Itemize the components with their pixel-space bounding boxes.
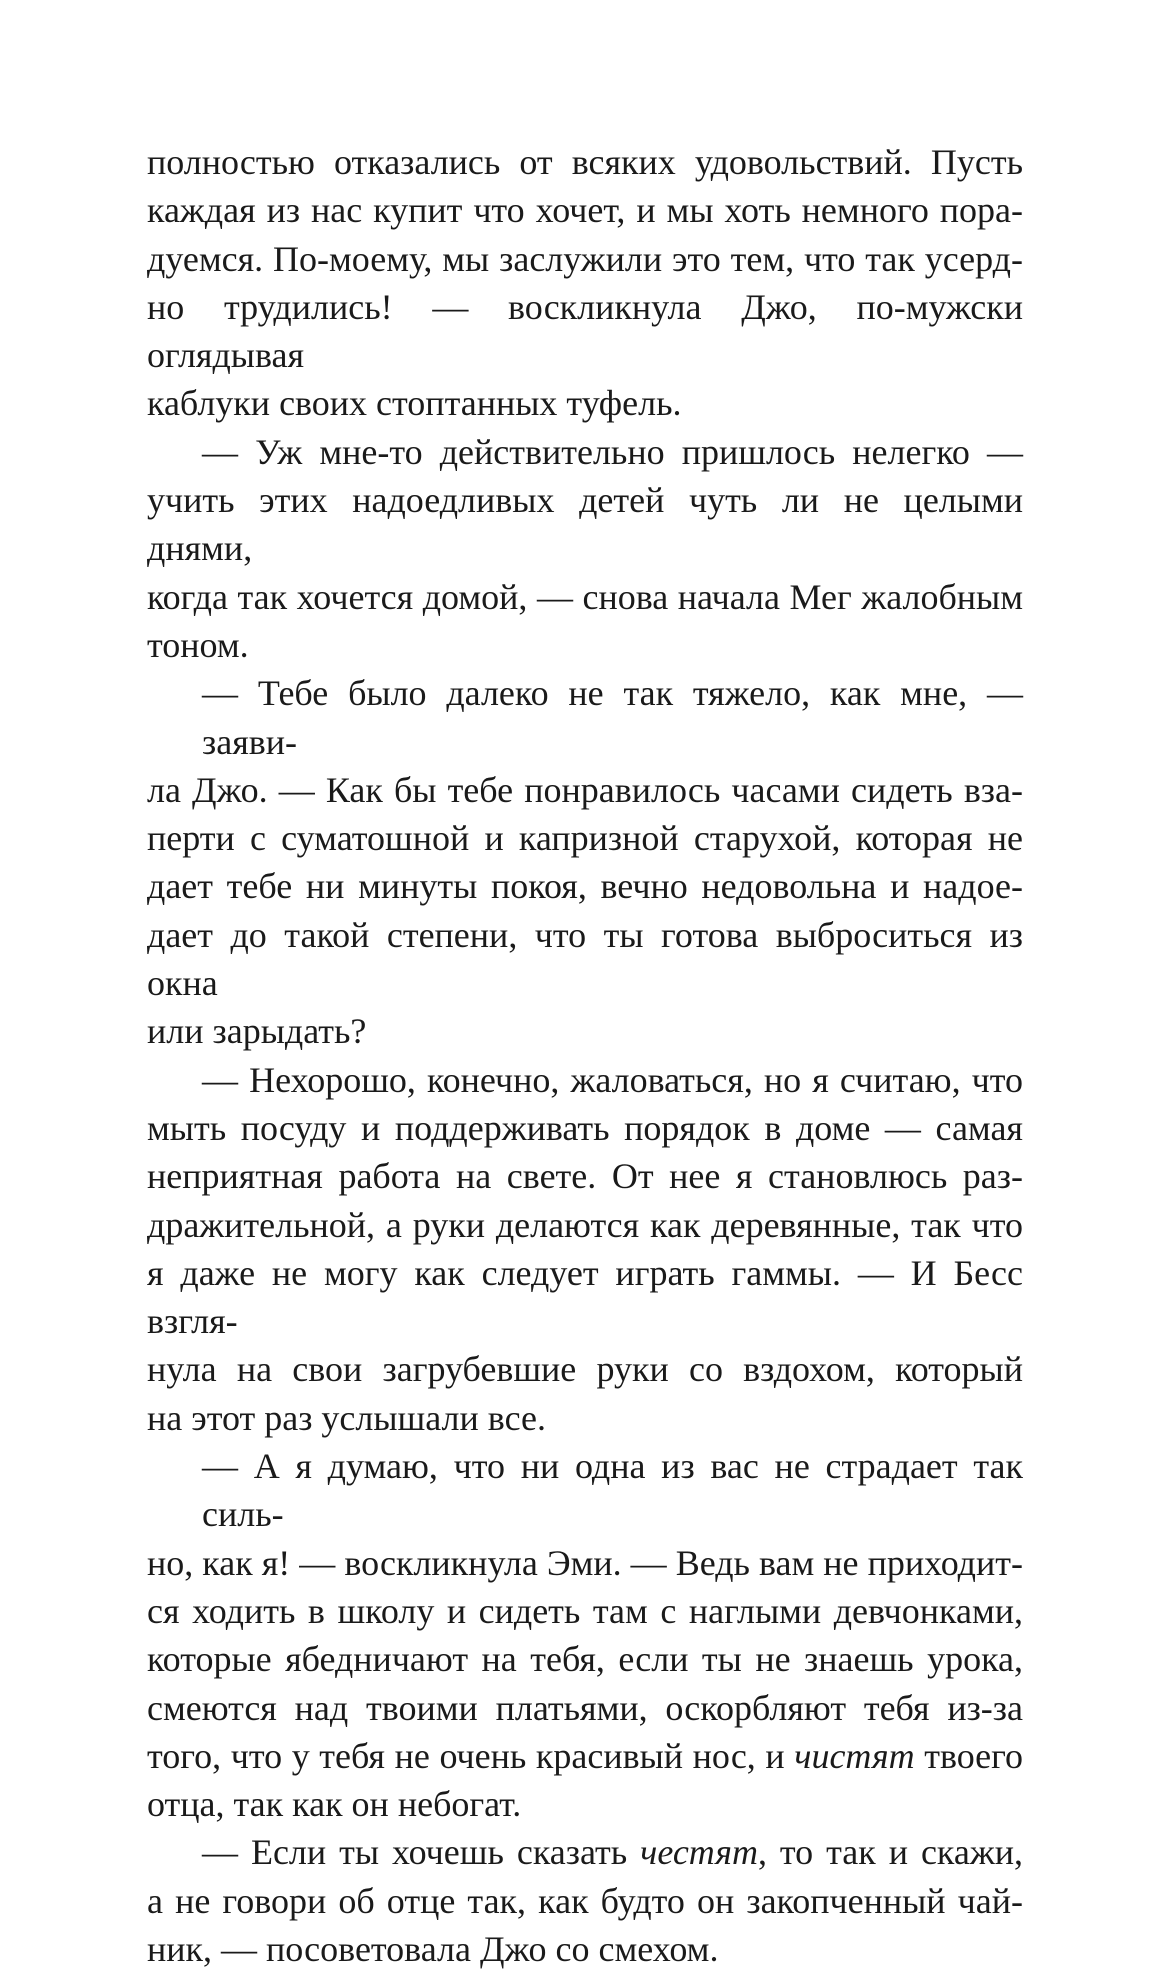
text-line: того, что у тебя не очень красивый нос, и чистят твоего xyxy=(147,1735,1023,1776)
text-line: ла Джо. — Как бы тебе понравилось часами сидеть вза- xyxy=(147,769,1023,810)
text-line: а не говори об отце так, как будто он закопченный чай- xyxy=(147,1880,1023,1921)
paragraph xyxy=(147,1056,1023,1442)
paragraph xyxy=(147,1828,1023,1973)
text-line: дает до такой степени, что ты готова выброситься из окна xyxy=(147,914,1023,1004)
text-line: которые ябедничают на тебя, если ты не знаешь урока, xyxy=(147,1639,1023,1680)
text-line: тоном. xyxy=(147,624,249,665)
text-line: на этот раз услышали все. xyxy=(147,1397,546,1438)
text-line: перти с суматошной и капризной старухой, которая не xyxy=(147,818,1023,859)
text-line: каждая из нас купит что хочет, и мы хоть немного пора- xyxy=(147,190,1023,231)
paragraph xyxy=(147,138,1023,428)
page-text-block xyxy=(147,138,1023,1973)
text-line: неприятная работа на свете. От нее я становлюсь раз- xyxy=(147,1156,1023,1197)
text-line: или зарыдать? xyxy=(147,1011,367,1052)
text-line: полностью отказались от всяких удовольствий. Пусть xyxy=(147,142,1023,182)
text-line: — А я думаю, что ни одна из вас не страдает так силь- xyxy=(202,1446,1023,1535)
text-line: мыть посуду и поддерживать порядок в доме — самая xyxy=(147,1107,1023,1148)
text-line: но, как я! — воскликнула Эми. — Ведь вам не приходит- xyxy=(147,1542,1023,1583)
text-line: дражительной, а руки делаются как деревянные, так что xyxy=(147,1204,1023,1245)
text-line: смеются над твоими платьями, оскорбляют тебя из-за xyxy=(147,1687,1023,1728)
italic-word: честят xyxy=(640,1832,758,1873)
text-line: учить этих надоедливых детей чуть ли не целыми днями, xyxy=(147,480,1023,569)
text-line: — Тебе было далеко не так тяжело, как мне, — заяви- xyxy=(202,673,1023,762)
text-line: когда так хочется домой, — снова начала Мег жалобным xyxy=(147,576,1023,617)
text-line: отца, так как он небогат. xyxy=(147,1784,522,1825)
italic-word: чистят xyxy=(794,1735,915,1776)
text-line: — Уж мне-то действительно пришлось нелегко — xyxy=(202,431,1023,472)
paragraph xyxy=(147,669,1023,1055)
text-line: нула на свои загрубевшие руки со вздохом, который xyxy=(147,1349,1023,1390)
text-line: ник, — посоветовала Джо со смехом. xyxy=(147,1928,719,1969)
text-line: — Если ты хочешь сказать честят, то так и скажи, xyxy=(202,1832,1023,1873)
text-line: дает тебе ни минуты покоя, вечно недовольна и надое- xyxy=(147,866,1023,907)
text-line: — Нехорошо, конечно, жаловаться, но я считаю, что xyxy=(202,1059,1023,1100)
text-line: но трудились! — воскликнула Джо, по-мужски оглядывая xyxy=(147,286,1023,376)
text-line: я даже не могу как следует играть гаммы. — И Бесс взгля- xyxy=(147,1252,1023,1342)
paragraph xyxy=(147,1442,1023,1828)
text-line: дуемся. По-моему, мы заслужили это тем, что так усерд- xyxy=(147,238,1023,279)
text-line: каблуки своих стоптанных туфель. xyxy=(147,383,682,424)
text-line: ся ходить в школу и сидеть там с наглыми девчонками, xyxy=(147,1590,1023,1631)
paragraph xyxy=(147,428,1023,669)
